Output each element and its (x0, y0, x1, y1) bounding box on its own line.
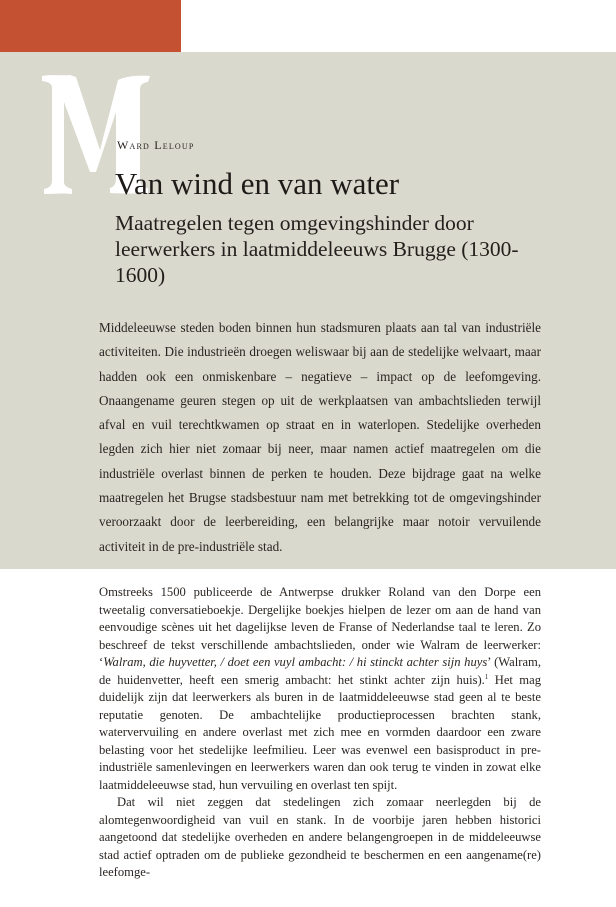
article-body (99, 584, 541, 882)
article-subtitle: Maatregelen tegen omgevingshinder door leerwerkers in laatmiddeleeuws Brugge (1300-1600) (115, 211, 519, 287)
quote-translation: ’ (Walram, de huidenvetter, heeft een smerig ambacht: het stinkt achter zijn huis). (99, 655, 542, 687)
body-text-continued: Het mag duidelijk zijn dat leerwerkers als buren in de laatmiddeleeuwse stad geen al te beste reputatie genoten. De ambachtelijke productieprocessen brachten stank, watervervuiling en andere overlast met zich mee en vormden daardoor een zware belasting voor het stedelijke leefmilieu. Leer was evenwel een basisproduct in pre-industriële samenlevingen en leerwerkers waren dan ook terug te vinden in zowat elke laatmiddeleeuwse stad, hun vervuiling en overlast ten spijt. (99, 672, 541, 792)
body-paragraph-2: Dat wil niet zeggen dat stedelingen zich zomaar neerlegden bij de alomtegenwoordigheid van vuil en stank. In de voorbije jaren hebben historici aangetoond dat stedelijke overheden en andere belangengroepen in de middeleeuwse stad actief optraden om de publieke gezondheid te beschermen en een aangename(re) leefomge- (99, 795, 541, 879)
footnote-reference-link[interactable]: 1 (484, 672, 489, 681)
quote-italic: Walram, die huyvetter, / doet een vuyl ambacht: / hi stinckt achter sijn huys (103, 655, 488, 669)
article-title: Van wind en van water (115, 166, 400, 201)
dropcap-script-text: Willem bedelijcke maerts (52, 76, 62, 190)
article-abstract: Middeleeuwse steden boden binnen hun stadsmuren plaats aan tal van industriële activiteiten. Die industrieën droegen weliswaar bij aan de stedelijke welvaart, maar hadden ook een onmiskenbare – negatieve – impact op de leefomgeving. Onaangename geuren stegen op uit de werkplaatsen van ambachtslieden terwijl afval en vuil terechtkwamen op straat en in waterlopen. Stedelijke overheden legden zich hier niet zomaar bij neer, maar namen actief maatregelen om die industriële overlast binnen de perken te houden. Deze bijdrage gaat na welke maatregelen het Brugse stadsbestuur nam met betrekking tot de omgevingshinder veroorzaakt door de leerbereiding, een belangrijke maar notoir vervuilende activiteit in de pre-industriële stad. (99, 320, 541, 554)
body-text-intro: Omstreeks 1500 publiceerde de Antwerpse drukker Roland van den Dorpe een tweetalig conversatieboekje. Dergelijke boekjes hielpen de lezer om aan de hand van eenvoudige scènes uit het dagelijkse leven de Franse of Nederlandse taal te leren. Zo beschreef de tekst verschillende ambachtslieden, onder wie Walram de leerwerker: ‘ (99, 585, 541, 669)
author-name: Ward Leloup (117, 138, 195, 152)
body-paragraph-1 (99, 584, 541, 794)
accent-color-block (0, 0, 181, 52)
